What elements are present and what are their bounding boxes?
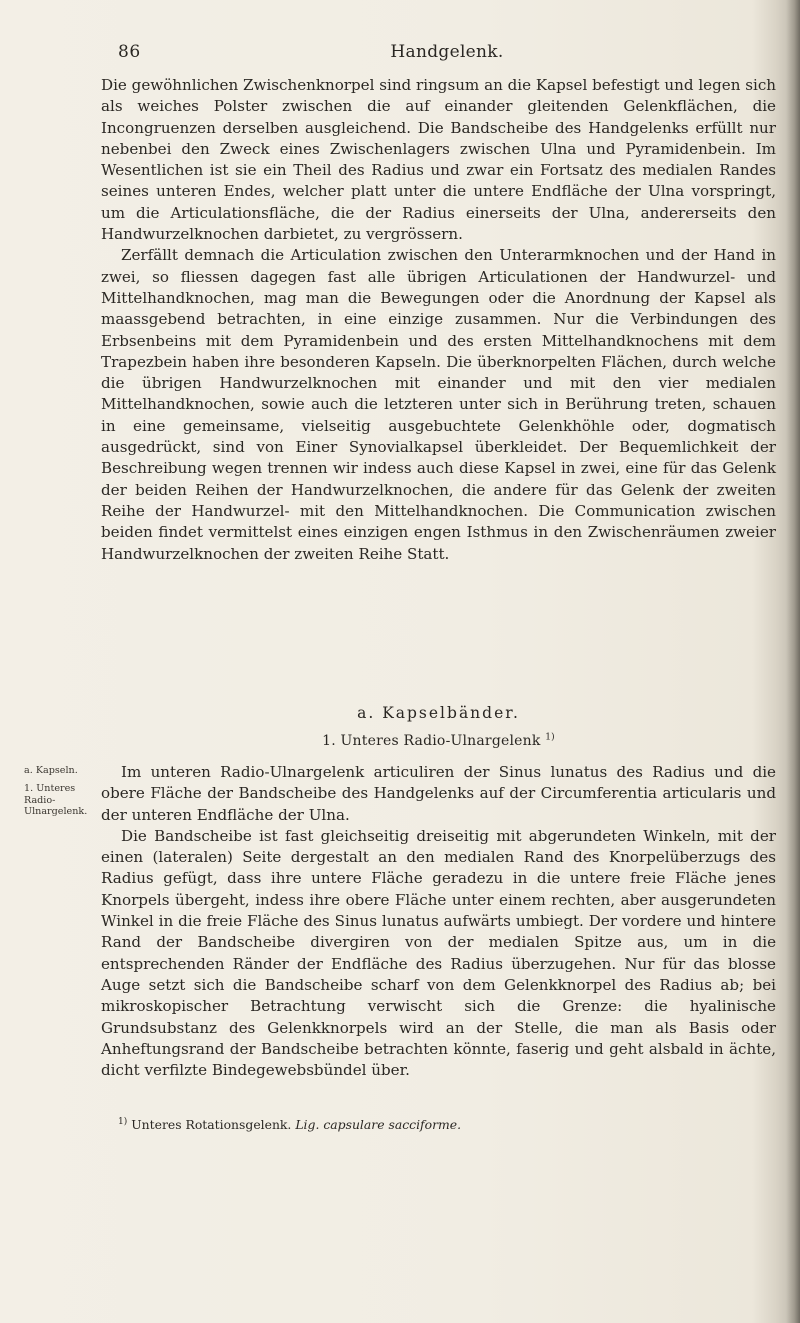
page-edge-shadow [786, 0, 800, 1323]
main-text-upper [101, 75, 776, 565]
page-number: 86 [118, 42, 141, 62]
footnote-reference: 1) [545, 732, 555, 743]
paragraph-bandscheibe: Die Bandscheibe ist fast gleichseitig dreiseitig mit abgerundeten Winkeln, mit der einen (lateralen) Seite dergestalt an den medialen Rand des Knorpelüberzugs des Radius gefügt, dass ihre untere Fläche geradezu in die untere freie Fläche jenes Knorpels übergeht, indess ihre obere Fläche unter einem rechten, aber ausgerundeten Winkel in die freie Fläche des Sinus lunatus aufwärts umbiegt. Der vordere und hintere Rand der Bandscheibe divergiren von der medialen Spitze aus, um in die entsprechenden Ränder der Endfläche des Radius überzugehen. Nur für das blosse Auge setzt sich die Bandscheibe scharf von dem Gelenkknorpel des Radius ab; bei mikroskopischer Betrachtung verwischt sich die Grenze: die hyalinische Grundsubstanz des Gelenkknorpels wird an der Stelle, die man als Basis oder Anheftungsrand der Bandscheibe betrachten könnte, faserig und geht alsbald in ächte, dicht verfilzte Bindegewebsbündel über. [101, 826, 776, 1080]
footnote-latin: Lig. capsulare sacciforme. [295, 1117, 462, 1132]
main-text-lower [101, 762, 776, 1081]
margin-note-radio-ulnargelenk: 1. Unteres Radio-Ulnargelenk. [24, 783, 88, 817]
subsection-heading-text: 1. Unteres Radio-Ulnargelenk [322, 733, 541, 749]
running-title: Handgelenk. [390, 42, 504, 62]
paragraph-radio-ulnar: Im unteren Radio-Ulnargelenk articuliren der Sinus lunatus des Radius und die obere Fläche der Bandscheibe des Handgelenks auf der Circumferentia articularis und der unteren Endfläche der Ulna. [101, 763, 776, 824]
section-heading: a. Kapselbänder. [357, 704, 520, 722]
footnote-mark: 1) [118, 1116, 128, 1127]
paragraph-zwischenknorpel: Die gewöhnlichen Zwischenknorpel sind ringsum an die Kapsel befestigt und legen sich als weiches Polster zwischen die auf einander gleitenden Gelenkflächen, die Incongruenzen derselben ausgleichend. Die Bandscheibe des Handgelenks erfüllt nur nebenbei den Zweck eines Zwischenlagers zwischen Ulna und Pyramidenbein. Im Wesentlichen ist sie ein Theil des Radius und zwar ein Fortsatz des medialen Randes seines unteren Endes, welcher platt unter die untere Endfläche der Ulna vorspringt, um die Articulationsfläche, die der Radius einerseits der Ulna, andererseits den Handwurzelknochen darbietet, zu vergrössern. [101, 76, 776, 244]
subsection-heading [101, 733, 776, 749]
page-header [118, 42, 776, 66]
footnote [118, 1117, 776, 1133]
paragraph-articulation: Zerfällt demnach die Articulation zwischen den Unterarmknochen und der Hand in zwei, so fliessen dagegen fast alle übrigen Articulationen der Handwurzel- und Mittelhandknochen, mag man die Bewegungen oder die Anordnung der Kapsel als maassgebend betrachten, in eine einzige zusammen. Nur die Verbindungen des Erbsenbeins mit dem Pyramidenbein und des ersten Mittelhandknochens mit dem Trapezbein haben ihre besonderen Kapseln. Die überknorpelten Flächen, durch welche die übrigen Handwurzelknochen mit einander und mit den vier medialen Mittelhandknochen, sowie auch die letzteren unter sich in Berührung treten, schauen in eine gemeinsame, vielseitig ausgebuchtete Gelenkhöhle oder, dogmatisch ausgedrückt, sind von Einer Synovialkapsel überkleidet. Der Bequemlichkeit der Beschreibung wegen trennen wir indess auch diese Kapsel in zwei, eine für das Gelenk der beiden Reihen der Handwurzelknochen, die andere für das Gelenk der zweiten Reihe der Handwurzel- mit den Mittelhandknochen. Die Communication zwischen beiden findet vermittelst eines einzigen engen Isthmus in den Zwischenräumen zweier Handwurzelknochen der zweiten Reihe Statt. [101, 246, 776, 563]
footnote-text: Unteres Rotationsgelenk. [131, 1117, 292, 1132]
margin-note-kapseln: a. Kapseln. [24, 765, 78, 776]
